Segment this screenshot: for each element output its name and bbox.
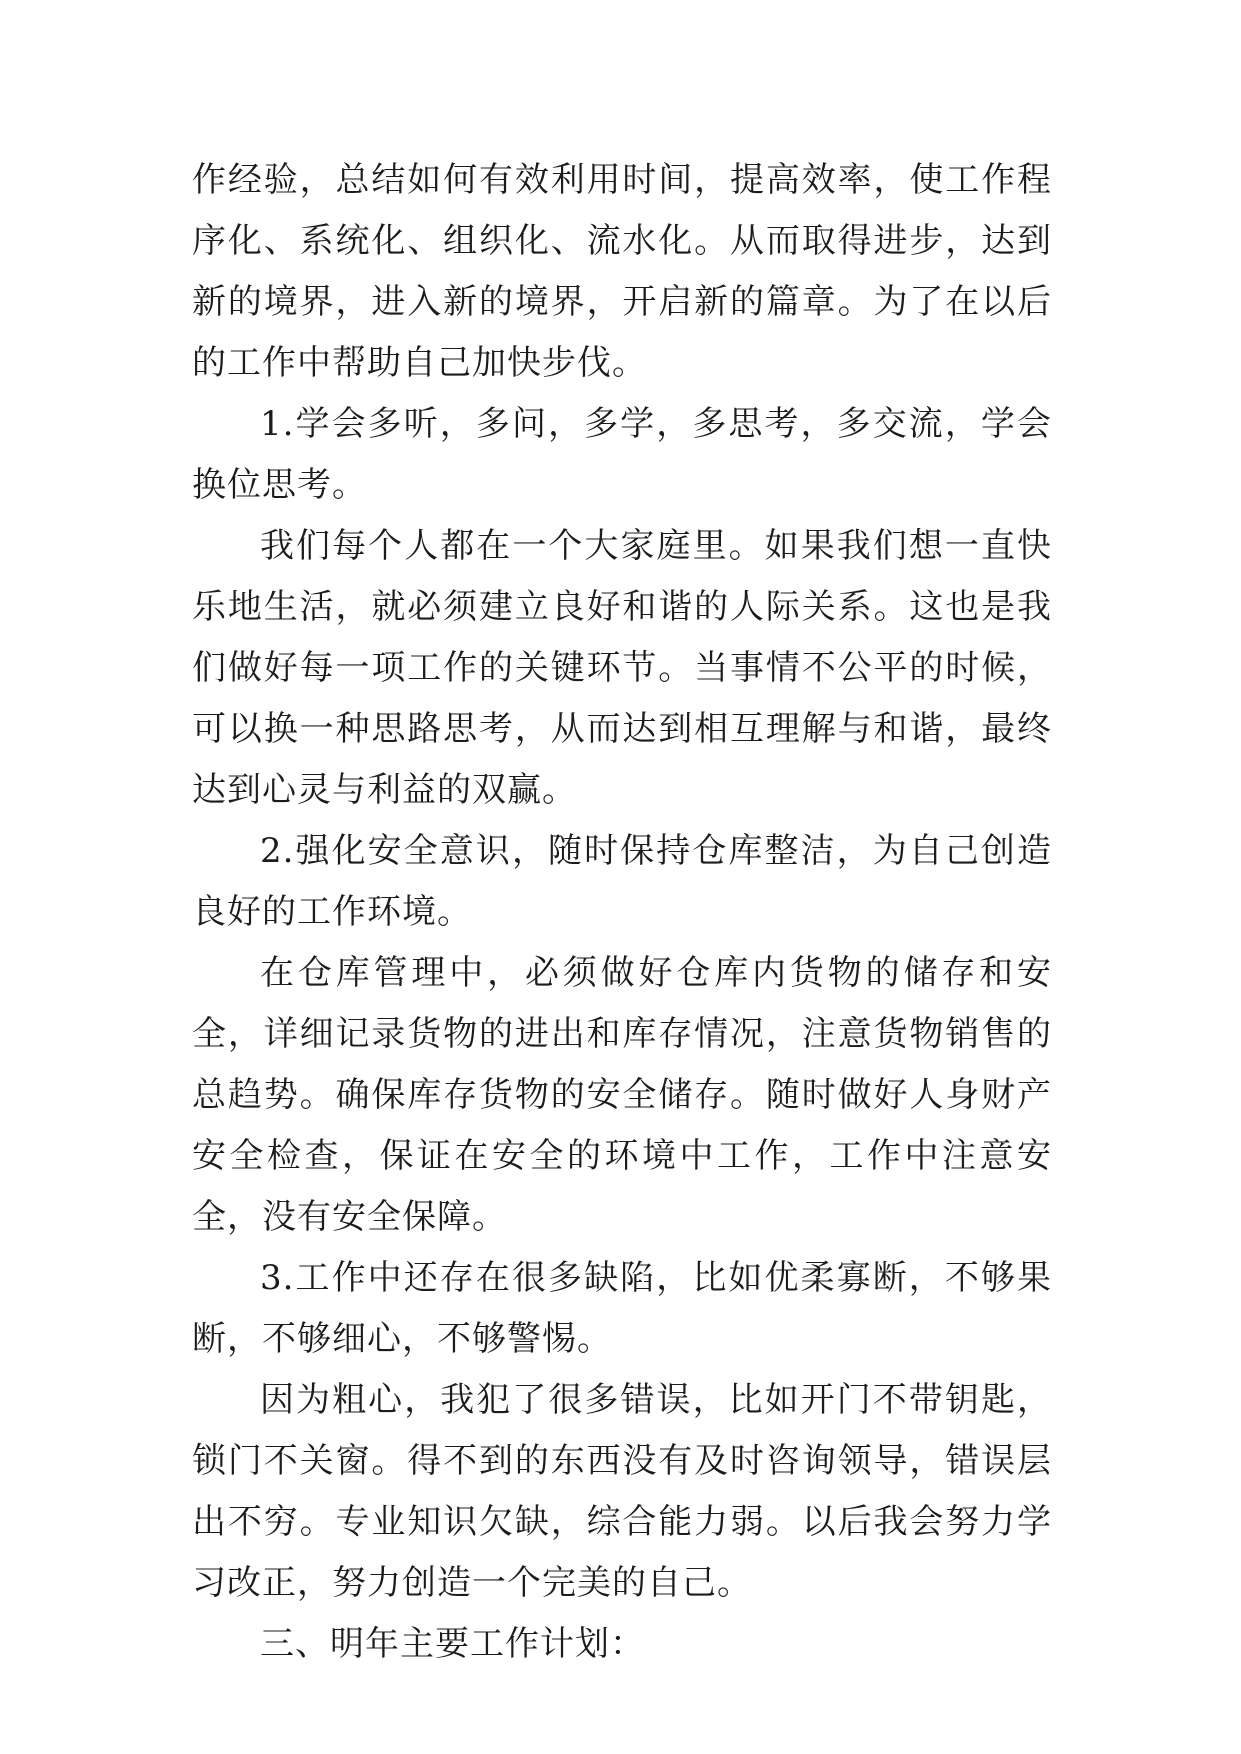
paragraph-carelessness: 因为粗心，我犯了很多错误，比如开门不带钥匙，锁门不关窗。得不到的东西没有及时咨询领导，错误层出不穷。专业知识欠缺，综合能力弱。以后我会努力学习改正，努力创造一个完美的自己。 [192, 1380, 1052, 1603]
section-heading-next-year-plan: 三、明年主要工作计划： [260, 1624, 645, 1664]
paragraph-interpersonal: 我们每个人都在一个大家庭里。如果我们想一直快乐地生活，就必须建立良好和谐的人际关系。这也是我们做好每一项工作的关键环节。当事情不公平的时候，可以换一种思路思考，从而达到相互理解与和谐，最终达到心灵与利益的双赢。 [192, 526, 1052, 810]
document-body [192, 150, 1052, 1675]
paragraph-continuation: 作经验，总结如何有效利用时间，提高效率，使工作程序化、系统化、组织化、流水化。从而取得进步，达到新的境界，进入新的境界，开启新的篇章。为了在以后的工作中帮助自己加快步伐。 [192, 160, 1052, 383]
list-item-3: 3.工作中还存在很多缺陷，比如优柔寡断，不够果断，不够细心，不够警惕。 [192, 1258, 1052, 1359]
list-item-1: 1.学会多听，多问，多学，多思考，多交流，学会换位思考。 [192, 404, 1052, 505]
list-item-2: 2.强化安全意识，随时保持仓库整洁，为自己创造良好的工作环境。 [192, 831, 1052, 932]
paragraph-warehouse-safety: 在仓库管理中，必须做好仓库内货物的储存和安全，详细记录货物的进出和库存情况，注意货物销售的总趋势。确保库存货物的安全储存。随时做好人身财产安全检查，保证在安全的环境中工作，工作中注意安全，没有安全保障。 [192, 953, 1052, 1237]
